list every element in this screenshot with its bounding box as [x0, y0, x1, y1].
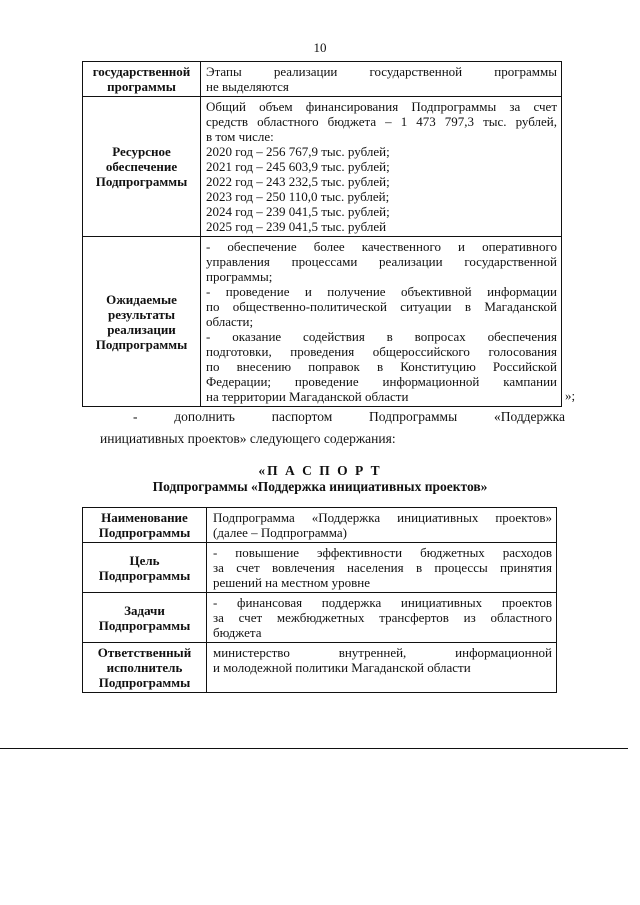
- row-label-line: обеспечение: [105, 159, 178, 174]
- paragraph-word: паспортом: [271, 409, 333, 424]
- row-value-line: 2025 год – 239 041,5 тыс. рублей: [206, 219, 387, 234]
- row-value-line: управления процессами реализации государственной: [206, 254, 557, 269]
- row-value-line: 2022 год – 243 232,5 тыс. рублей;: [206, 174, 390, 189]
- paragraph-word: дополнить: [174, 409, 235, 424]
- row-value-line: - повышение эффективности бюджетных расходов: [213, 545, 552, 560]
- program-table-row: [83, 97, 562, 237]
- passport-table-row: [83, 508, 557, 543]
- row-value-line: 2023 год – 250 110,0 тыс. рублей;: [206, 189, 390, 204]
- closing-quote: »;: [565, 388, 576, 403]
- row-label-line: государственной: [92, 64, 191, 79]
- row-value: [201, 62, 562, 97]
- row-value: [207, 543, 557, 593]
- row-value-line: не выделяются: [206, 79, 289, 94]
- paragraph-word: «Поддержка: [493, 409, 565, 424]
- row-label: [83, 643, 207, 693]
- row-value-line: подготовки, проведения общероссийского голосования: [206, 344, 557, 359]
- row-label: [83, 237, 201, 407]
- row-label-line: Подпрограммы: [98, 567, 191, 583]
- row-value-line: за счет вовлечения населения в процессы принятия: [213, 560, 552, 575]
- row-label: [83, 543, 207, 593]
- row-value-line: на территории Магаданской области: [206, 389, 409, 404]
- row-value-line: (далее – Подпрограмма): [213, 525, 348, 540]
- row-value-line: области;: [206, 314, 254, 329]
- row-label-line: Ответственный: [97, 645, 192, 660]
- row-label-line: Подпрограммы: [95, 174, 188, 189]
- row-label-line: программы: [107, 79, 176, 94]
- row-value-line: министерство внутренней, информационной: [213, 645, 552, 660]
- row-label-line: Ожидаемые: [106, 291, 177, 307]
- page-bottom-rule: [0, 748, 628, 749]
- row-value-line: - оказание содействия в вопросах обеспечения: [206, 329, 557, 344]
- row-value-line: Федерации; проведение информационной кампании: [206, 374, 557, 389]
- program-table-row: [83, 62, 562, 97]
- row-value-line: Общий объем финансирования Подпрограммы за счет: [206, 99, 557, 114]
- row-label-line: исполнитель: [106, 660, 183, 675]
- row-value-line: по внесению поправок в Конституцию Российской: [206, 359, 557, 374]
- row-label-line: реализации: [107, 321, 176, 337]
- row-value-line: решений на местном уровне: [213, 575, 370, 590]
- row-value-line: программы;: [206, 269, 273, 284]
- row-value-line: по общественно-политической ситуации в Магаданской: [206, 299, 557, 314]
- amendment-paragraph-line2: инициативных проектов» следующего содержания:: [100, 431, 396, 446]
- row-value: [207, 508, 557, 543]
- row-value-line: Подпрограмма «Поддержка инициативных проектов»: [213, 510, 552, 525]
- row-value: [201, 97, 562, 237]
- row-value-line: 2024 год – 239 041,5 тыс. рублей;: [206, 204, 390, 219]
- row-label-line: Задачи: [124, 602, 165, 618]
- passport-table-row: [83, 543, 557, 593]
- row-value: [207, 593, 557, 643]
- row-value-line: за счет межбюджетных трансфертов из областного: [213, 610, 552, 625]
- row-value-line: и молодежной политики Магаданской области: [213, 660, 471, 675]
- row-value-line: - финансовая поддержка инициативных проектов: [213, 595, 552, 610]
- row-value-line: - проведение и получение объективной информации: [206, 284, 557, 299]
- passport-subheading: Подпрограммы «Поддержка инициативных проектов»: [152, 479, 488, 494]
- row-label-line: Подпрограммы: [98, 617, 191, 633]
- row-value: [201, 237, 562, 407]
- row-value-line: 2021 год – 245 603,9 тыс. рублей;: [206, 159, 390, 174]
- row-label-line: Подпрограммы: [98, 675, 191, 690]
- program-passport-table-continued: [82, 61, 562, 407]
- initiative-projects-passport-table: [82, 507, 557, 693]
- passport-heading: «П А С П О Р Т: [258, 463, 382, 478]
- row-value-line: Этапы реализации государственной программы: [206, 64, 557, 79]
- row-label-line: результаты: [107, 306, 176, 322]
- row-label: [83, 593, 207, 643]
- passport-table-row: [83, 593, 557, 643]
- row-label: [83, 62, 201, 97]
- row-value: [207, 643, 557, 693]
- row-label-line: Наименование: [101, 510, 188, 525]
- row-label-line: Подпрограммы: [95, 336, 188, 352]
- row-label: [83, 508, 207, 543]
- amendment-paragraph-line1: [133, 409, 565, 425]
- row-value-line: в том числе:: [206, 129, 274, 144]
- row-label-line: Подпрограммы: [98, 525, 191, 540]
- paragraph-word: Подпрограммы: [369, 409, 458, 424]
- row-value-line: - обеспечение более качественного и оперативного: [206, 239, 557, 254]
- page-number: 10: [313, 40, 327, 55]
- row-value-line: бюджета: [213, 625, 262, 640]
- row-label-line: Цель: [129, 552, 160, 568]
- passport-table-row: [83, 643, 557, 693]
- program-table-row: [83, 237, 562, 407]
- row-label: [83, 97, 201, 237]
- row-value-line: 2020 год – 256 767,9 тыс. рублей;: [206, 144, 390, 159]
- paragraph-word: -: [133, 409, 138, 424]
- row-label-line: Ресурсное: [112, 144, 171, 159]
- row-value-line: средств областного бюджета – 1 473 797,3 тыс. рублей,: [206, 114, 557, 129]
